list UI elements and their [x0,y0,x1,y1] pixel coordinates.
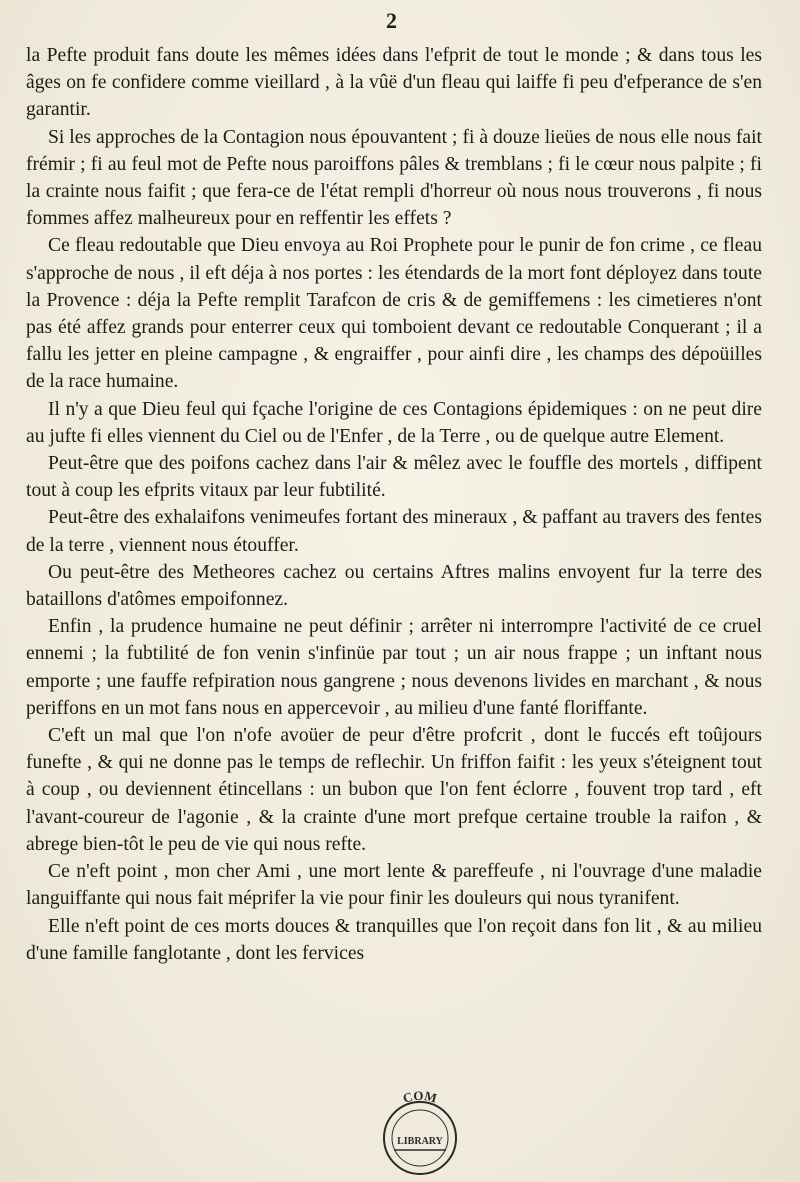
stamp-text-top: COM [401,1087,439,1106]
body-text [26,42,762,967]
paragraph: Peut-être que des poifons cachez dans l'air & mêlez avec le fouffle des mortels , diffipent tout à coup les efprits vitaux par leur fubtilité. [26,453,762,502]
paragraph: Si les approches de la Contagion nous épouvantent ; fi à douze lieües de nous elle nous fait frémir ; fi au feul mot de Pefte nous paroiffons pâles & tremblans ; fi le cœur nous palpite ; fi la crainte nous faifit ; que fera-ce de l'état rempli d'horreur où nous nous trouverons , fi nous fommes affez malheureux pour en reffentir les effets ? [26,126,762,230]
paragraph: Ce fleau redoutable que Dieu envoya au Roi Prophete pour le punir de fon crime , ce fleau s'approche de nous , il eft déja à nos portes : les étendards de la mort font déployez dans toute la Provence : déja la Pefte remplit Tarafcon de cris & de gemiffemens : les cimetieres n'ont pas été affez grands pour enterrer ceux qui tomboient devant ce redoutable Conquerant ; il a fallu les jetter en pleine campagne , & engraiffer , pour ainfi dire , les champs des dépoüilles de la race humaine. [26,235,762,393]
svg-text:COM [401,1088,439,1106]
library-stamp-icon [360,1086,480,1176]
paragraph: C'eft un mal que l'on n'ofe avoüer de peur d'être profcrit , dont le fuccés eft toûjours funefte , & qui ne donne pas le temps de reflechir. Un friffon faifit : les yeux s'éteignent tout à coup , ou deviennent étincellans : un bubon que l'on fent éclorre , fouvent trop tard , eft l'avant-coureur de l'agonie , & la crainte d'une mort prefque certaine trouble la raifon , & abrege bien-tôt le peu de vie qui nous refte. [26,725,762,855]
page-number: 2 [386,8,398,33]
paragraph: Ou peut-être des Metheores cachez ou certains Aftres malins envoyent fur la terre des bataillons d'atômes empoifonnez. [26,561,762,611]
paragraph: Enfin , la prudence humaine ne peut définir ; arrêter ni interrompre l'activité de ce cruel ennemi ; la fubtilité de fon venin s'infinüe par tout ; un air nous frappe ; un inftant nous emporte ; une fauffe refpiration nous gangrene ; nous devenons livides en marchant , & nous periffons en un mot fans nous en appercevoir , au milieu d'une fanté floriffante. [26,616,762,719]
paragraph: Elle n'eft point de ces morts douces & tranquilles que l'on reçoit dans fon lit , & au milieu d'une famille fanglotante , dont les fervices [26,915,762,964]
stamp-text-mid: LIBRARY [397,1136,443,1147]
paragraph: Ce n'eft point , mon cher Ami , une mort lente & pareffeufe , ni l'ouvrage d'une maladie languiffante qui nous fait méprifer la vie pour finir les douleurs qui nous tyranifent. [26,861,762,910]
paragraph: Peut-être des exhalaifons venimeufes fortant des mineraux , & paffant au travers des fentes de la terre , viennent nous étouffer. [26,507,762,556]
paragraph: la Pefte produit fans doute les mêmes idées dans l'efprit de tout le monde ; & dans tous les âges on fe confidere comme vieillard , à la vûë d'un fleau qui laiffe fi peu d'efperance de s'en garantir. [26,45,762,121]
paragraph: Il n'y a que Dieu feul qui fçache l'origine de ces Contagions épidemiques : on ne peut dire au jufte fi elles viennent du Ciel ou de l'Enfer , de la Terre , ou de quelque autre Element. [26,398,762,447]
